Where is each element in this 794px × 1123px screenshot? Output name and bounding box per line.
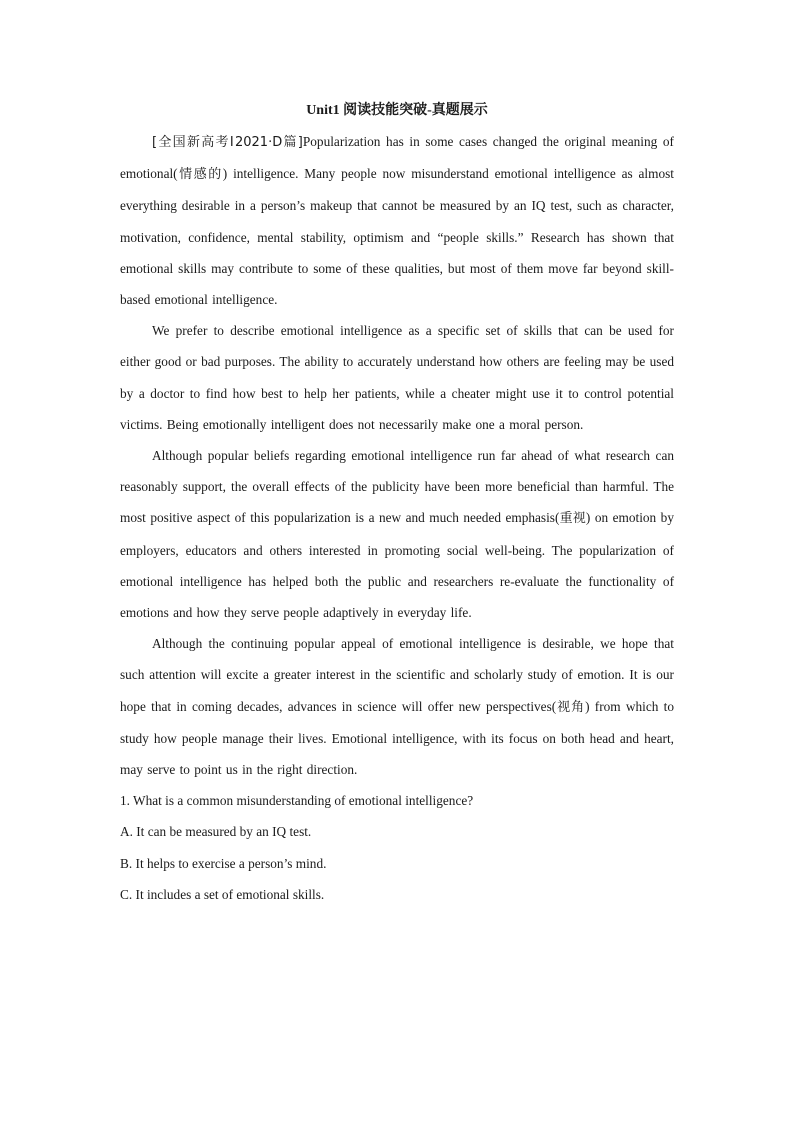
source-tag: [全国新高考Ⅰ2021·D篇] bbox=[152, 135, 303, 150]
chinese-gloss: 视角 bbox=[556, 699, 586, 715]
passage-paragraph-1 bbox=[120, 126, 674, 315]
answer-option-b[interactable]: B. It helps to exercise a person’s mind. bbox=[120, 855, 327, 871]
question-stem: 1. What is a common misunderstanding of emotional intelligence? bbox=[120, 793, 474, 809]
passage-paragraph-3 bbox=[120, 440, 674, 628]
chinese-gloss: 情感的 bbox=[177, 167, 223, 183]
paragraph-segment: ) on emotion by employers, educators and others interested in promoting social well-being. The popularization of emotional intelligence has helped both the public and researchers re-evaluate the functionality of emotions and how they serve people adaptively in everyday life. bbox=[120, 510, 674, 621]
paragraph-segment: Popularization has in some cases changed the original meaning of emotional( bbox=[120, 134, 674, 182]
paragraph-segment: ) from which to study how people manage their lives. Emotional intelligence, with its focus on both head and heart, may serve to point us in the right direction. bbox=[120, 698, 674, 778]
document-title: Unit1 阅读技能突破-真题展示 bbox=[306, 103, 488, 118]
answer-option-c[interactable]: C. It includes a set of emotional skills. bbox=[120, 886, 325, 902]
paragraph-segment: We prefer to describe emotional intelligence as a specific set of skills that can be used for either good or bad purposes. The ability to accurately understand how others are feeling may be used by a doctor to find how best to help her patients, while a cheater might use it to control potential victims. Being emotionally intelligent does not necessarily make one a moral person. bbox=[120, 323, 674, 432]
chinese-gloss: 重视 bbox=[559, 511, 586, 527]
paragraph-segment: ) intelligence. Many people now misunderstand emotional intelligence as almost everything desirable in a person’s makeup that cannot be measured by an IQ test, such as character, motivation, confidence, mental stability, optimism and “people skills.” Research has shown that emotional skills may contribute to some of these qualities, but most of them move far beyond skill-based emotional intelligence. bbox=[120, 166, 674, 308]
passage-paragraph-4 bbox=[120, 628, 674, 785]
document-content bbox=[120, 98, 674, 910]
paragraph-segment: Although popular beliefs regarding emotional intelligence run far ahead of what research can reasonably support, the overall effects of the publicity have been more beneficial than harmful. The most positive aspect of this popularization is a new and much needed emphasis( bbox=[120, 448, 674, 526]
passage-paragraph-2 bbox=[120, 315, 674, 440]
paragraph-segment: Although the continuing popular appeal of emotional intelligence is desirable, we hope that such attention will excite a greater interest in the scientific and scholarly study of emotion. It is our hope that in coming decades, advances in science will offer new perspectives( bbox=[120, 636, 674, 714]
answer-option-a[interactable]: A. It can be measured by an IQ test. bbox=[120, 824, 312, 840]
